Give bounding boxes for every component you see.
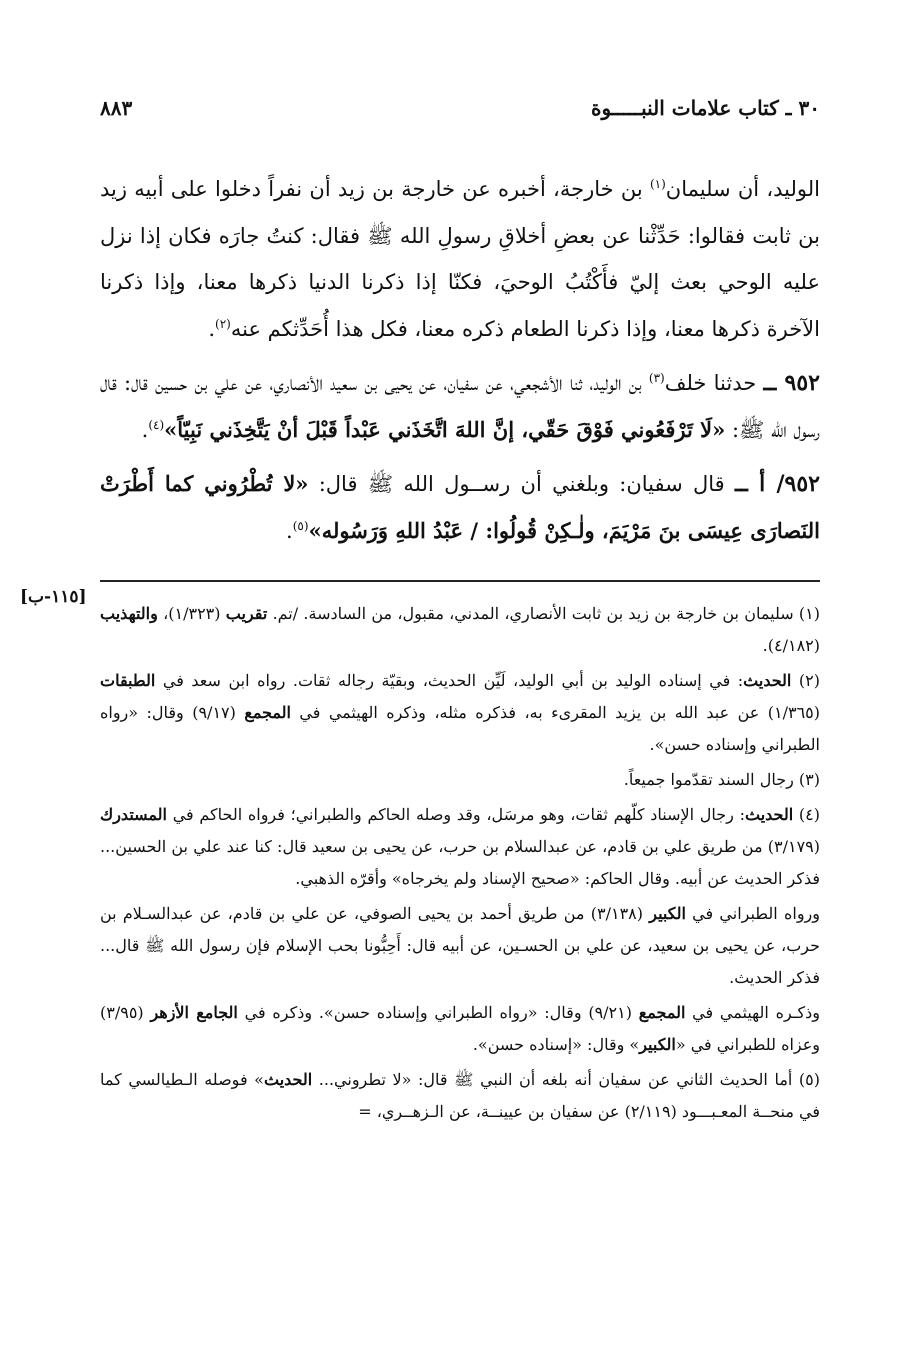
text-segment: (٤/١٨٢).: [762, 636, 820, 655]
chapter-title: ٣٠ ـ كتاب علامات النبـــــوة: [590, 96, 820, 120]
footnotes: [100, 598, 820, 1128]
footnote-ref-3: (٣): [648, 371, 665, 385]
footnote-4-continued-2: [100, 997, 820, 1061]
footnote-ref-1: (١): [649, 177, 666, 191]
text-segment: (١) سليمان بن خارجة بن زيد بن ثابت الأنصاري، المدني، مقبول، من السادسة. /تم.: [267, 604, 821, 623]
paragraph-hadith-952: [100, 360, 820, 453]
footnote-ref-5: (٥): [292, 518, 309, 533]
text-segment: الوليد، أن سليمان: [665, 177, 820, 201]
text-segment: » فوصله الـطيالسي كما في منحــة المعـبـــود (٢/١١٩) عن سفيان بن عيينــة، عن الـزهــري، =: [100, 1070, 820, 1121]
prophetic-quote: «لا تُطْرُوني كما أَطْرَتْ النَصارَى عِيسَى بنَ مَرْيَمَ، ولٰـكِنْ قُولُوا: / عَبْدُ اللهِ وَرَسُوله»: [100, 471, 820, 543]
page-number: ٨٨٣: [100, 96, 133, 120]
footnote-ref-2: (٢): [215, 316, 231, 331]
text-segment: (٩/١٧) وقال: «رواه الطبراني وإسناده حسن».: [100, 703, 820, 754]
text-segment: : في إسناده الوليد بن أبي الوليد، لَيِّن الحديث، وبقيّة رجاله ثقات. رواه ابن سعد في: [155, 671, 744, 690]
footnote-5: [100, 1064, 820, 1128]
source-title: الجامع الأزهر: [150, 1003, 238, 1022]
footnote-3: (٣) رجال السند تقدّموا جميعاً.: [623, 770, 820, 789]
text-segment: قال سفيان: وبلغني أن رســول الله ﷺ قال:: [308, 472, 735, 496]
source-title: المجمع: [244, 703, 291, 722]
text-segment: (٥) أما الحديث الثاني عن سفيان أنه بلغه أن النبي ﷺ قال: «لا تطروني...: [312, 1070, 821, 1089]
page-header: [100, 96, 820, 136]
hadith-number: ٩٥٢/ أ ــ: [734, 471, 820, 497]
text-segment: » وقال: «إسناده حسن».: [472, 1035, 640, 1054]
text-segment: (١/٣٢٣)،: [157, 604, 226, 623]
source-title: تقريب: [225, 604, 268, 623]
footnote-divider: [100, 580, 820, 582]
text-segment: ورواه الطبراني في: [685, 904, 821, 923]
text-segment: وذكـره الهيثمي في: [685, 1003, 821, 1022]
book-page: [100, 96, 820, 1128]
source-title: الطبقات: [100, 671, 156, 690]
text-segment: .: [141, 417, 149, 442]
text-segment: .: [286, 518, 293, 543]
text-segment: بن خارجة، أخبره عن خارجة بن زيد أن نفراً دخلوا على أبيه زيد بن ثابت فقالوا: حَدِّثْنا عن بعضِ أخلاقِ رسولِ الله ﷺ فقال: كنتُ جارَه فكان إذا نزل عليه الوحي بعث إليّ فأَكْتُبُ الوحيَ، فكنّا إذا ذكرنا الدنيا ذكرها معنا، وإذا ذكرنا الآخرة ذكرها معنا، وإذا ذكرنا الطعام ذكره معنا، فكل هذا أُحَدِّثكم عنه: [100, 177, 820, 341]
text-segment: حدثنا خلف: [664, 371, 764, 395]
text-segment: (١/٣٦٥) عن عبد الله بن يزيد المقرىء به، فذكره مثله، وذكره الهيثمي في: [290, 703, 821, 722]
paragraph-hadith-951-continuation: [100, 166, 820, 352]
text-segment: (٩/٢١) وقال: «رواه الطبراني وإسناده حسن». وذكره في: [237, 1003, 639, 1022]
footnote-ref-4: (٤): [148, 417, 165, 432]
keyword: الحديث: [744, 805, 794, 824]
text-segment: (٣/١٧٩) من طريق علي بن قادم، عن عبدالسلام بن حرب، عن يحيى بن سعيد قال: كنا عند علي بن الحسين... فذكر الحديث عن أبيه. وقال الحاكم: «صحيح الإسناد ولم يخرجاه» وأقرّه الذهبي.: [100, 837, 820, 888]
paragraph-hadith-952a: [100, 461, 820, 554]
source-title: الكبير: [639, 1035, 676, 1054]
keyword: الحديث: [263, 1070, 313, 1089]
footnote-4-continued: [100, 898, 820, 994]
manuscript-folio-marker: [١١٥-ب]: [20, 587, 87, 607]
text-segment: (٣/٩٥) وعزاه للطبراني في «: [100, 1003, 820, 1054]
text-segment: (٢): [791, 671, 821, 690]
text-segment: بن الوليد، ثنا الأشجعي، عن سفيان، عن يحيى بن سعيد الأنصاري، عن علي بن حسين قال: قال رسول الله ﷺ:: [100, 371, 820, 442]
source-title: الكبير: [649, 904, 686, 923]
footnote-2: [100, 665, 820, 761]
text-segment: (٣/١٣٨) من طريق أحمد بن يحيى الصوفي، عن علي بن قادم، عن عبدالسـلام بن حرب، عن يحيى بن سعيد، عن علي بن الحسـين، عن أبيه قال: أَحِبُّونا بحب الإسلام فإن رسول الله ﷺ قال... فذكر الحديث.: [100, 904, 820, 987]
text-segment: .: [208, 316, 216, 341]
source-title: المجمع: [638, 1003, 686, 1022]
main-text: [100, 166, 820, 554]
source-title: والتهذيب: [100, 604, 158, 623]
footnote-1: [100, 598, 820, 662]
keyword: الحديث: [743, 671, 792, 690]
hadith-number: ٩٥٢ ــ: [763, 370, 820, 396]
footnote-4: [100, 799, 820, 895]
source-title: المستدرك: [100, 805, 167, 824]
text-segment: : رجال الإسناد كلّهم ثقات، وهو مرسَل، وقد وصله الحاكم والطبراني؛ فرواه الحاكم في: [166, 805, 745, 824]
prophetic-quote: «لَا تَرْفَعُوني فَوْقَ حَقّي، إنَّ اللهَ اتَّخَذَني عَبْداً قَبْلَ أنْ يَتَّخِذَني نَبِيّاً»: [164, 416, 726, 442]
text-segment: (٤): [793, 805, 820, 824]
